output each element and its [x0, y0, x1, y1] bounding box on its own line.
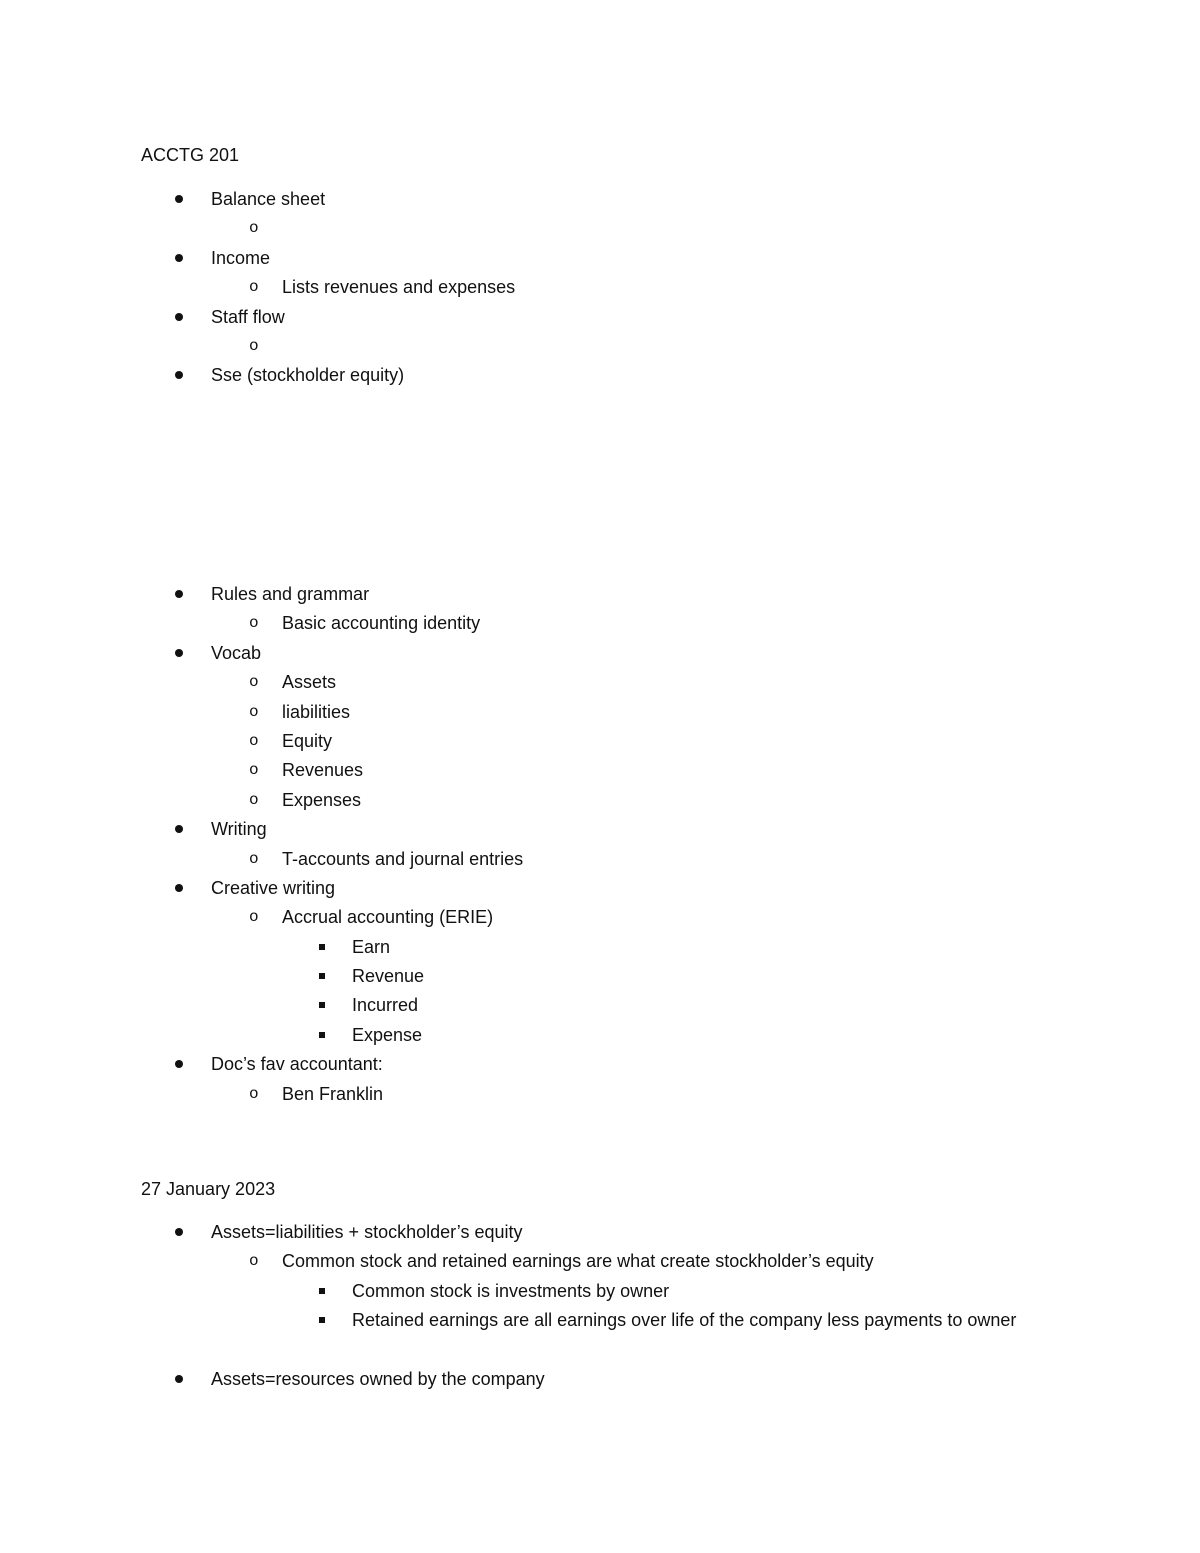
list-item-level-1: [0, 361, 1200, 390]
list-item-text: Expenses: [282, 789, 362, 810]
list-item-text: Creative writing: [211, 877, 336, 898]
list-item-text: Staff flow: [211, 306, 285, 327]
list-item-text: Revenues: [282, 760, 364, 781]
list-item-level-3: [0, 1306, 1200, 1365]
list-item-level-3: [0, 962, 1200, 991]
bullet-circle-icon: o: [249, 336, 259, 355]
list-item-level-2: [0, 698, 1200, 727]
bullet-circle-icon: o: [249, 731, 259, 750]
bullet-circle-icon: o: [249, 790, 259, 809]
list-item-level-2: [0, 756, 1200, 785]
list-item-text: Income: [211, 247, 271, 268]
bullet-circle-icon: o: [249, 614, 259, 633]
list-item-level-2: [0, 1080, 1200, 1109]
list-item-text: Lists revenues and expenses: [282, 277, 516, 298]
bullet-circle-icon: o: [249, 702, 259, 721]
list-item-text: Basic accounting identity: [282, 613, 481, 634]
list-item-text: Balance sheet: [211, 189, 326, 209]
list-item-level-3: [0, 1021, 1200, 1050]
list-item-text: Common stock is investments by owner: [352, 1280, 670, 1301]
list-item-text: Common stock and retained earnings are what create stockholder’s equity: [282, 1251, 874, 1272]
list-item-level-1: [0, 580, 1200, 609]
list-item-text: Incurred: [352, 995, 419, 1016]
list-item-text: Vocab: [211, 642, 262, 663]
list-item-level-2: [0, 727, 1200, 756]
list-item-text: Sse (stockholder equity): [211, 365, 405, 386]
bullet-circle-icon: o: [249, 1084, 259, 1103]
course-title: ACCTG 201: [141, 145, 240, 165]
bullet-circle-icon: o: [249, 1252, 259, 1271]
list-item-level-2: [0, 1247, 1200, 1276]
list-item-text: Revenue: [352, 966, 425, 987]
notes-list-equation: [0, 1218, 1200, 1394]
list-item-text: T-accounts and journal entries: [282, 848, 524, 869]
list-item-text: Ben Franklin: [282, 1083, 384, 1104]
list-item-level-1: [0, 1218, 1200, 1247]
list-item-level-1: [0, 303, 1200, 332]
list-item-level-2: [0, 332, 1200, 361]
list-item-level-3: [0, 933, 1200, 962]
list-item-level-1: [0, 874, 1200, 903]
list-item-level-1: [0, 244, 1200, 273]
date-heading: 27 January 2023: [141, 1179, 276, 1199]
notes-list-intro: [0, 185, 1200, 391]
list-item-level-2: [0, 214, 1200, 243]
bullet-circle-icon: o: [249, 673, 259, 692]
list-item-level-3: [0, 1277, 1200, 1306]
list-item-text: Assets=liabilities + stockholder’s equity: [211, 1222, 523, 1242]
list-item-level-1: [0, 1050, 1200, 1079]
list-item-level-1: [0, 639, 1200, 668]
bullet-circle-icon: o: [249, 278, 259, 297]
list-item-level-2: [0, 786, 1200, 815]
list-item-text: Assets=resources owned by the company: [211, 1368, 545, 1389]
list-item-text: Retained earnings are all earnings over life of the company less payments to owner: [352, 1310, 1017, 1331]
list-item-level-1: [0, 815, 1200, 844]
list-item-level-2: [0, 903, 1200, 932]
list-item-text: Writing: [211, 819, 267, 840]
list-item-level-1: [0, 185, 1200, 214]
list-item-text: Assets: [282, 672, 337, 693]
list-item-text: Rules and grammar: [211, 584, 370, 604]
bullet-circle-icon: o: [249, 849, 259, 868]
bullet-circle-icon: o: [249, 908, 259, 927]
list-item-level-2: [0, 273, 1200, 302]
list-item-level-2: [0, 668, 1200, 697]
list-item-text: Accrual accounting (ERIE): [282, 907, 494, 928]
list-item-text: Expense: [352, 1024, 423, 1045]
list-item-level-2: [0, 609, 1200, 638]
bullet-circle-icon: o: [249, 761, 259, 780]
list-item-text: Equity: [282, 730, 333, 751]
list-item-text: Earn: [352, 936, 391, 957]
list-item-text: liabilities: [282, 701, 351, 722]
list-item-level-3: [0, 991, 1200, 1020]
list-item-level-2: [0, 845, 1200, 874]
list-item-level-1: [0, 1365, 1200, 1394]
bullet-circle-icon: o: [249, 219, 259, 238]
notes-list-topics: [0, 580, 1200, 1109]
list-item-text: Doc’s fav accountant:: [211, 1054, 383, 1075]
